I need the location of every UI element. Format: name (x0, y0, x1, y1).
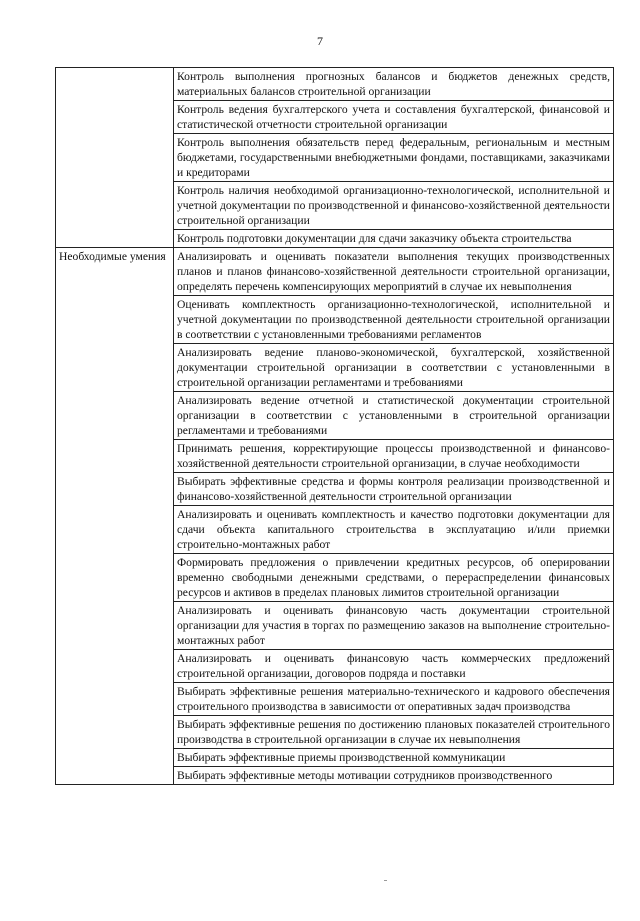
list-item: Выбирать эффективные решения материально-технического и кадрового обеспечения строительного производства в зависимости от оперативных задач производства (174, 683, 614, 716)
table-row (56, 248, 614, 296)
table-body (56, 68, 614, 785)
section-label (56, 68, 174, 248)
competency-table (55, 67, 614, 785)
list-item: Контроль наличия необходимой организационно-технологической, исполнительной и учетной документации по производственной и финансово-хозяйственной деятельности строительной организации (174, 182, 614, 230)
page-number: 7 (317, 34, 323, 48)
list-item: Выбирать эффективные решения по достижению плановых показателей строительного производства в строительной организации в случае их невыполнения (174, 716, 614, 749)
list-item: Контроль ведения бухгалтерского учета и составления бухгалтерской, финансовой и статистической отчетности строительной организации (174, 101, 614, 134)
list-item: Принимать решения, корректирующие процессы производственной и финансово-хозяйственной деятельности строительной организации, в случае необходимости (174, 440, 614, 473)
list-item: Анализировать ведение планово-экономической, бухгалтерской, хозяйственной документации строительной организации в соответствии с установленными в строительной организации регламентами и требованиями (174, 344, 614, 392)
list-item: Выбирать эффективные средства и формы контроля реализации производственной и финансово-хозяйственной деятельности строительной организации (174, 473, 614, 506)
table-row (56, 68, 614, 101)
list-item: Оценивать комплектность организационно-технологической, исполнительной и учетной документации по производственной деятельности строительной организации в соответствии с установленными требованиями регламентов (174, 296, 614, 344)
list-item: Анализировать и оценивать финансовую часть документации строительной организации для участия в торгах по размещению заказов на выполнение строительно-монтажных работ (174, 602, 614, 650)
list-item: Контроль выполнения прогнозных балансов и бюджетов денежных средств, материальных балансов строительной организации (174, 68, 614, 101)
list-item: Анализировать и оценивать комплектность и качество подготовки документации для сдачи объекта капитального строительства в эксплуатацию и/или приемки строительно-монтажных работ (174, 506, 614, 554)
list-item: Анализировать ведение отчетной и статистической документации строительной организации в соответствии с установленными в строительной организации регламентами и требованиями (174, 392, 614, 440)
list-item: Анализировать и оценивать показатели выполнения текущих производственных планов и планов финансово-хозяйственной деятельности строительной организации, определять перечень компенсирующих мероприятий в случае их невыполнения (174, 248, 614, 296)
list-item: Формировать предложения о привлечении кредитных ресурсов, об оперировании временно свободными денежными средствами, о перераспределении финансовых ресурсов и активов в пределах плановых лимитов строительной организации (174, 554, 614, 602)
list-item: Анализировать и оценивать финансовую часть коммерческих предложений строительной организации, договоров подряда и поставки (174, 650, 614, 683)
list-item: Выбирать эффективные методы мотивации сотрудников производственного (174, 767, 614, 785)
list-item: Контроль подготовки документации для сдачи заказчику объекта строительства (174, 230, 614, 248)
scan-artifact (384, 880, 387, 881)
section-label: Необходимые умения (56, 248, 174, 785)
list-item: Контроль выполнения обязательств перед федеральным, региональным и местным бюджетами, государственными внебюджетными фондами, поставщиками, заказчиками и кредиторами (174, 134, 614, 182)
list-item: Выбирать эффективные приемы производственной коммуникации (174, 749, 614, 767)
